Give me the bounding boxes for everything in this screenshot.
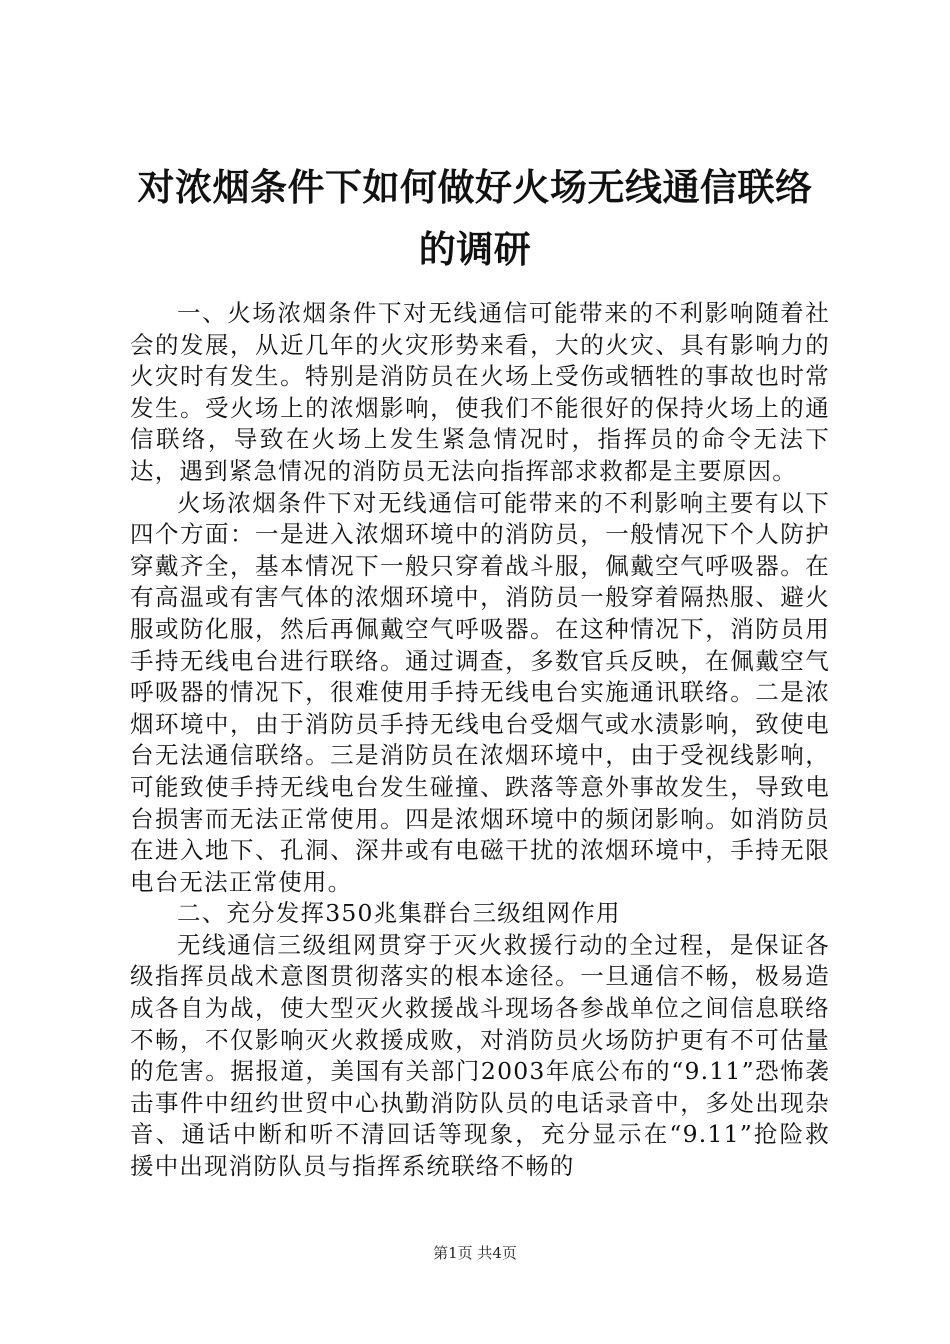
page-number-footer: 第1页 共4页	[433, 1244, 517, 1262]
document-title: 对浓烟条件下如何做好火场无线通信联络的调研	[137, 165, 813, 271]
paragraph-3: 无线通信三级组网贯穿于灭火救援行动的全过程，是保证各级指挥员战术意图贯彻落实的根本途径。一旦通信不畅，极易造成各自为战，使大型灭火救援战斗现场各参战单位之间信息联络不畅，不仅影响灭火救援成败，对消防员火场防护更有不可估量的危害。据报道，美国有关部门2003年底公布的“9.11”恐怖袭击事件中纽约世贸中心执勤消防队员的电话录音中，多处出现杂音、通话中断和听不清回话等现象，充分显示在“9.11”抢险救援中出现消防队员与指挥系统联络不畅的	[130, 930, 830, 1181]
section-heading-2: 二、充分发挥350兆集群台三级组网作用	[177, 899, 621, 928]
paragraph-1: 一、火场浓烟条件下对无线通信可能带来的不利影响随着社会的发展，从近几年的火灾形势来看，大的火灾、具有影响力的火灾时有发生。特别是消防员在火场上受伤或牺牲的事故也时常发生。受火场上的浓烟影响，使我们不能很好的保持火场上的通信联络，导致在火场上发生紧急情况时，指挥员的命令无法下达，遇到紧急情况的消防员无法向指挥部求救都是主要原因。	[130, 299, 830, 485]
paragraph-2: 火场浓烟条件下对无线通信可能带来的不利影响主要有以下四个方面：一是进入浓烟环境中的消防员，一般情况下个人防护穿戴齐全，基本情况下一般只穿着战斗服，佩戴空气呼吸器。在有高温或有害气体的浓烟环境中，消防员一般穿着隔热服、避火服或防化服，然后再佩戴空气呼吸器。在这种情况下，消防员用手持无线电台进行联络。通过调查，多数官兵反映，在佩戴空气呼吸器的情况下，很难使用手持无线电台实施通讯联络。二是浓烟环境中，由于消防员手持无线电台受烟气或水渍影响，致使电台无法通信联络。三是消防员在浓烟环境中，由于受视线影响，可能致使手持无线电台发生碰撞、跌落等意外事故发生，导致电台损害而无法正常使用。四是浓烟环境中的频闭影响。如消防员在进入地下、孔洞、深井或有电磁干扰的浓烟环境中，手持无限电台无法正常使用。	[130, 488, 830, 896]
document-body	[130, 298, 830, 1183]
